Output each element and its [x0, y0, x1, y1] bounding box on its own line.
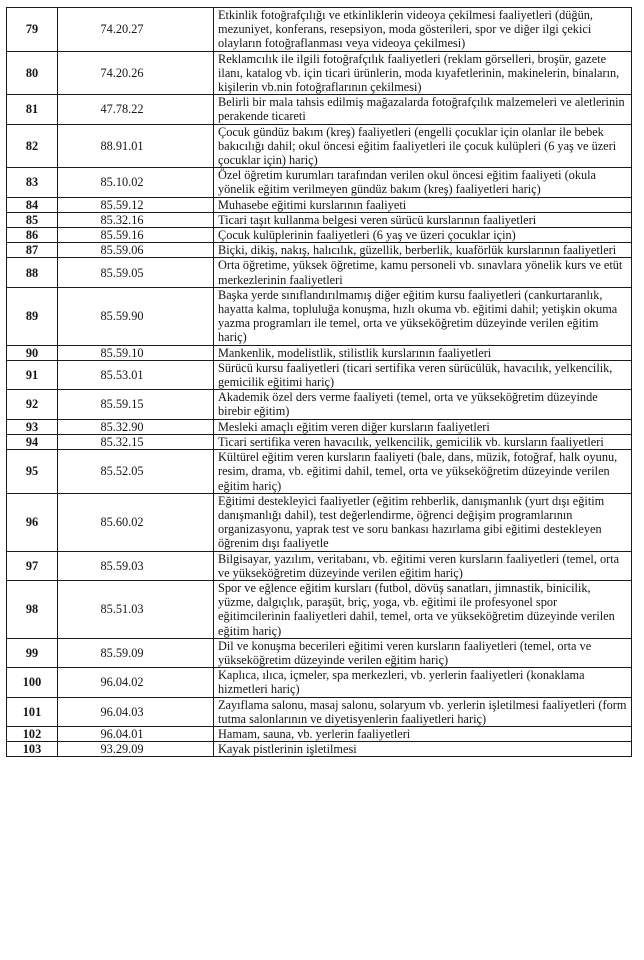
activity-description: Biçki, dikiş, nakış, halıcılık, güzellik, berberlik, kuaförlük kurslarının faaliyetleri — [214, 243, 632, 258]
nace-code: 85.10.02 — [58, 168, 214, 197]
row-number: 97 — [7, 551, 58, 580]
table-row — [7, 287, 632, 345]
row-number: 79 — [7, 8, 58, 52]
nace-code: 74.20.27 — [58, 8, 214, 52]
nace-code: 85.59.15 — [58, 390, 214, 419]
activity-description: Kültürel eğitim veren kursların faaliyeti (bale, dans, müzik, fotoğraf, halk oyunu, resim, drama, vb. eğitimi dahil, temel, orta ve yükseköğretim düzeyinde verilen eğitim hariç) — [214, 450, 632, 494]
activity-description: Belirli bir mala tahsis edilmiş mağazalarda fotoğrafçılık malzemeleri ve aletlerinin perakende ticareti — [214, 95, 632, 124]
row-number: 99 — [7, 638, 58, 667]
nace-code: 85.52.05 — [58, 450, 214, 494]
table-row — [7, 638, 632, 667]
nace-code: 96.04.01 — [58, 726, 214, 741]
row-number: 92 — [7, 390, 58, 419]
row-number: 91 — [7, 360, 58, 389]
activity-description: Sürücü kursu faaliyetleri (ticari sertifika veren sürücülük, havacılık, yelkencilik, gemicilik eğitimi hariç) — [214, 360, 632, 389]
row-number: 96 — [7, 493, 58, 551]
row-number: 80 — [7, 51, 58, 95]
nace-code: 85.53.01 — [58, 360, 214, 389]
activity-description: Mankenlik, modelistlik, stilistlik kurslarının faaliyetleri — [214, 345, 632, 360]
activity-description: Kaplıca, ılıca, içmeler, spa merkezleri, vb. yerlerin faaliyetleri (konaklama hizmetleri hariç) — [214, 668, 632, 697]
activity-description: Başka yerde sınıflandırılmamış diğer eğitim kursu faaliyetleri (cankurtaranlık, hayatta kalma, topluluğa konuşma, hızlı okuma vb. eğitimi dahil; yetişkin okuma yazma programları ile temel, orta ve yükseköğretim düzeyinde verilen eğitim hariç) — [214, 287, 632, 345]
table-row — [7, 580, 632, 638]
table-row — [7, 51, 632, 95]
activity-description: Orta öğretime, yüksek öğretime, kamu personeli vb. sınavlara yönelik kurs ve etüt merkezlerinin faaliyetleri — [214, 258, 632, 287]
activity-description: Bilgisayar, yazılım, veritabanı, vb. eğitimi veren kursların faaliyetleri (temel, orta ve yükseköğretim düzeyinde verilen eğitim hariç) — [214, 551, 632, 580]
row-number: 94 — [7, 434, 58, 449]
activity-description: Çocuk kulüplerinin faaliyetleri (6 yaş ve üzeri çocuklar için) — [214, 228, 632, 243]
row-number: 101 — [7, 697, 58, 726]
table-row — [7, 212, 632, 227]
table-row — [7, 95, 632, 124]
activity-description: Hamam, sauna, vb. yerlerin faaliyetleri — [214, 726, 632, 741]
table-row — [7, 197, 632, 212]
row-number: 86 — [7, 228, 58, 243]
row-number: 95 — [7, 450, 58, 494]
nace-code: 96.04.02 — [58, 668, 214, 697]
table-row — [7, 258, 632, 287]
activity-code-table-page — [6, 7, 632, 757]
nace-code: 85.59.05 — [58, 258, 214, 287]
nace-code: 85.32.15 — [58, 434, 214, 449]
table-row — [7, 243, 632, 258]
activity-description: Spor ve eğlence eğitim kursları (futbol, dövüş sanatları, jimnastik, binicilik, yüzme, dalgıçlık, paraşüt, briç, yoga, vb. eğitimi ile profesyonel spor eğitimcilerinin faaliyetleri dahil, temel, orta ve yükseköğretim düzeyinde verilen eğitim hariç) — [214, 580, 632, 638]
table-row — [7, 124, 632, 168]
nace-code: 85.59.09 — [58, 638, 214, 667]
nace-code: 85.59.90 — [58, 287, 214, 345]
activity-description: Dil ve konuşma becerileri eğitimi veren kursların faaliyetleri (temel, orta ve yükseköğretim düzeyinde verilen eğitim hariç) — [214, 638, 632, 667]
activity-description: Zayıflama salonu, masaj salonu, solaryum vb. yerlerin işletilmesi faaliyetleri (form tutma salonlarının ve diyetisyenlerin faaliyetleri hariç) — [214, 697, 632, 726]
activity-description: Eğitimi destekleyici faaliyetler (eğitim rehberlik, danışmanlık (yurt dışı eğitim danışmanlığı dahil), test değerlendirme, öğrenci değişim programlarının organizasyonu, yaprak test ve soru bankası hazırlama gibi eğitimi destekleyen öğrenim dışı faaliyetle — [214, 493, 632, 551]
table-row — [7, 697, 632, 726]
row-number: 102 — [7, 726, 58, 741]
nace-code: 85.60.02 — [58, 493, 214, 551]
row-number: 90 — [7, 345, 58, 360]
activity-description: Özel öğretim kurumları tarafından verilen okul öncesi eğitim faaliyeti (okula yönelik eğitim verilmeyen gündüz bakım (kreş) faaliyetleri hariç) — [214, 168, 632, 197]
table-row — [7, 345, 632, 360]
nace-code: 85.59.16 — [58, 228, 214, 243]
table-row — [7, 390, 632, 419]
activity-description: Akademik özel ders verme faaliyeti (temel, orta ve yükseköğretim düzeyinde birebir eğitim) — [214, 390, 632, 419]
table-row — [7, 493, 632, 551]
nace-code: 85.32.16 — [58, 212, 214, 227]
activity-description: Ticari sertifika veren havacılık, yelkencilik, gemicilik vb. kursların faaliyetleri — [214, 434, 632, 449]
nace-code: 85.59.06 — [58, 243, 214, 258]
activity-description: Muhasebe eğitimi kurslarının faaliyeti — [214, 197, 632, 212]
row-number: 81 — [7, 95, 58, 124]
row-number: 93 — [7, 419, 58, 434]
row-number: 85 — [7, 212, 58, 227]
nace-code: 85.51.03 — [58, 580, 214, 638]
table-row — [7, 551, 632, 580]
row-number: 103 — [7, 742, 58, 757]
nace-code: 85.59.03 — [58, 551, 214, 580]
activity-description: Kayak pistlerinin işletilmesi — [214, 742, 632, 757]
nace-code: 47.78.22 — [58, 95, 214, 124]
row-number: 88 — [7, 258, 58, 287]
table-row — [7, 360, 632, 389]
nace-code: 96.04.03 — [58, 697, 214, 726]
table-row — [7, 450, 632, 494]
activity-description: Çocuk gündüz bakım (kreş) faaliyetleri (engelli çocuklar için olanlar ile bebek bakıcılığı dahil; okul öncesi eğitim faaliyetleri ile çocuk kulüpleri (6 yaş ve üzeri çocuklar için) hariç) — [214, 124, 632, 168]
nace-code: 85.32.90 — [58, 419, 214, 434]
table-row — [7, 8, 632, 52]
table-body — [7, 8, 632, 757]
table-row — [7, 419, 632, 434]
row-number: 100 — [7, 668, 58, 697]
nace-code: 85.59.10 — [58, 345, 214, 360]
row-number: 87 — [7, 243, 58, 258]
row-number: 89 — [7, 287, 58, 345]
nace-code: 88.91.01 — [58, 124, 214, 168]
row-number: 84 — [7, 197, 58, 212]
nace-code: 93.29.09 — [58, 742, 214, 757]
activity-description: Ticari taşıt kullanma belgesi veren sürücü kurslarının faaliyetleri — [214, 212, 632, 227]
activity-description: Mesleki amaçlı eğitim veren diğer kursların faaliyetleri — [214, 419, 632, 434]
nace-code: 74.20.26 — [58, 51, 214, 95]
table-row — [7, 228, 632, 243]
table-row — [7, 668, 632, 697]
table-row — [7, 726, 632, 741]
row-number: 83 — [7, 168, 58, 197]
activity-description: Etkinlik fotoğrafçılığı ve etkinliklerin videoya çekilmesi faaliyetleri (düğün, mezuniyet, konferans, resepsiyon, moda gösterileri, spor ve diğer ilgi çekici olayların fotoğraflanması veya videoya çekilmesi) — [214, 8, 632, 52]
nace-code: 85.59.12 — [58, 197, 214, 212]
table-row — [7, 434, 632, 449]
table-row — [7, 168, 632, 197]
activity-description: Reklamcılık ile ilgili fotoğrafçılık faaliyetleri (reklam görselleri, broşür, gazete ilanı, katalog vb. için ticari ürünlerin, moda kıyafetlerinin, makinelerin, binaların, kişilerin vb.nin fotoğraflarının çekilmesi) — [214, 51, 632, 95]
table-row — [7, 742, 632, 757]
activity-code-table — [6, 7, 632, 757]
row-number: 98 — [7, 580, 58, 638]
row-number: 82 — [7, 124, 58, 168]
